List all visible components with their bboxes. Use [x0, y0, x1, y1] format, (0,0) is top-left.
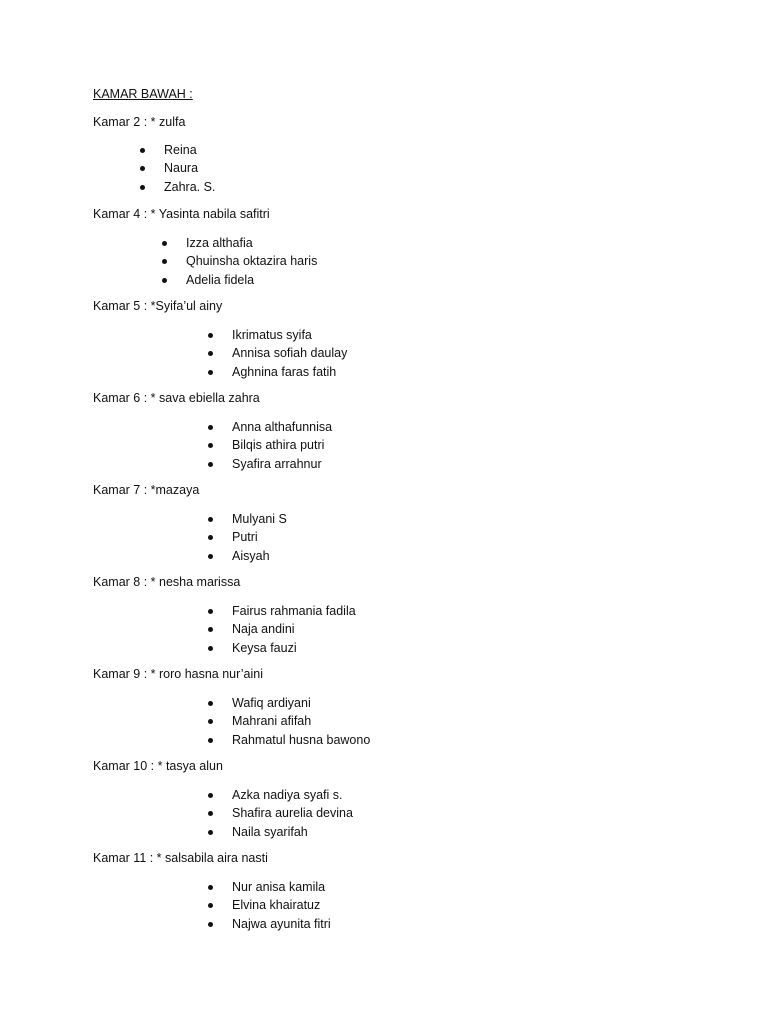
member-list — [140, 141, 215, 196]
kamar-label: Kamar 5 : *Syifa’ul ainy — [93, 299, 223, 313]
list-item: Naila syarifah — [208, 823, 353, 841]
bullet-icon — [208, 830, 213, 835]
list-item: Mahrani afifah — [208, 712, 370, 730]
bullet-icon — [208, 885, 213, 890]
list-item: Shafira aurelia devina — [208, 804, 353, 822]
bullet-icon — [208, 351, 213, 356]
bullet-icon — [208, 462, 213, 467]
bullet-icon — [208, 701, 213, 706]
list-item: Rahmatul husna bawono — [208, 731, 370, 749]
bullet-icon — [208, 627, 213, 632]
kamar-label: Kamar 11 : * salsabila aira nasti — [93, 851, 268, 865]
bullet-icon — [208, 609, 213, 614]
bullet-icon — [140, 166, 145, 171]
list-item: Fairus rahmania fadila — [208, 602, 356, 620]
list-item: Bilqis athira putri — [208, 436, 332, 454]
list-item: Annisa sofiah daulay — [208, 344, 347, 362]
bullet-icon — [208, 443, 213, 448]
kamar-label: Kamar 4 : * Yasinta nabila safitri — [93, 207, 270, 221]
member-list — [208, 694, 370, 749]
list-item: Syafira arrahnur — [208, 455, 332, 473]
list-item: Naura — [140, 159, 215, 177]
bullet-icon — [208, 370, 213, 375]
bullet-icon — [208, 333, 213, 338]
member-list — [208, 786, 353, 841]
list-item: Azka nadiya syafi s. — [208, 786, 353, 804]
bullet-icon — [140, 148, 145, 153]
bullet-icon — [208, 811, 213, 816]
kamar-label: Kamar 9 : * roro hasna nur’aini — [93, 667, 263, 681]
bullet-icon — [208, 793, 213, 798]
bullet-icon — [162, 259, 167, 264]
list-item: Najwa ayunita fitri — [208, 915, 331, 933]
member-list — [208, 878, 331, 933]
bullet-icon — [162, 278, 167, 283]
list-item: Zahra. S. — [140, 178, 215, 196]
bullet-icon — [208, 922, 213, 927]
member-list — [162, 234, 317, 289]
list-item: Keysa fauzi — [208, 639, 356, 657]
bullet-icon — [208, 646, 213, 651]
list-item: Anna althafunnisa — [208, 418, 332, 436]
list-item: Elvina khairatuz — [208, 896, 331, 914]
bullet-icon — [140, 185, 145, 190]
bullet-icon — [208, 425, 213, 430]
list-item: Qhuinsha oktazira haris — [162, 252, 317, 270]
kamar-label: Kamar 8 : * nesha marissa — [93, 575, 241, 589]
list-item: Ikrimatus syifa — [208, 326, 347, 344]
list-item: Putri — [208, 528, 287, 546]
bullet-icon — [162, 241, 167, 246]
list-item: Mulyani S — [208, 510, 287, 528]
kamar-label: Kamar 6 : * sava ebiella zahra — [93, 391, 260, 405]
bullet-icon — [208, 738, 213, 743]
member-list — [208, 326, 347, 381]
list-item: Izza althafia — [162, 234, 317, 252]
list-item: Aisyah — [208, 547, 287, 565]
list-item: Naja andini — [208, 620, 356, 638]
kamar-label: Kamar 10 : * tasya alun — [93, 759, 223, 773]
member-list — [208, 510, 287, 565]
member-list — [208, 418, 332, 473]
bullet-icon — [208, 554, 213, 559]
list-item: Adelia fidela — [162, 271, 317, 289]
document-heading: KAMAR BAWAH : — [93, 87, 193, 101]
kamar-label: Kamar 7 : *mazaya — [93, 483, 200, 497]
kamar-label: Kamar 2 : * zulfa — [93, 115, 186, 129]
bullet-icon — [208, 517, 213, 522]
bullet-icon — [208, 535, 213, 540]
bullet-icon — [208, 719, 213, 724]
list-item: Aghnina faras fatih — [208, 363, 347, 381]
list-item: Wafiq ardiyani — [208, 694, 370, 712]
list-item: Nur anisa kamila — [208, 878, 331, 896]
bullet-icon — [208, 903, 213, 908]
member-list — [208, 602, 356, 657]
list-item: Reina — [140, 141, 215, 159]
